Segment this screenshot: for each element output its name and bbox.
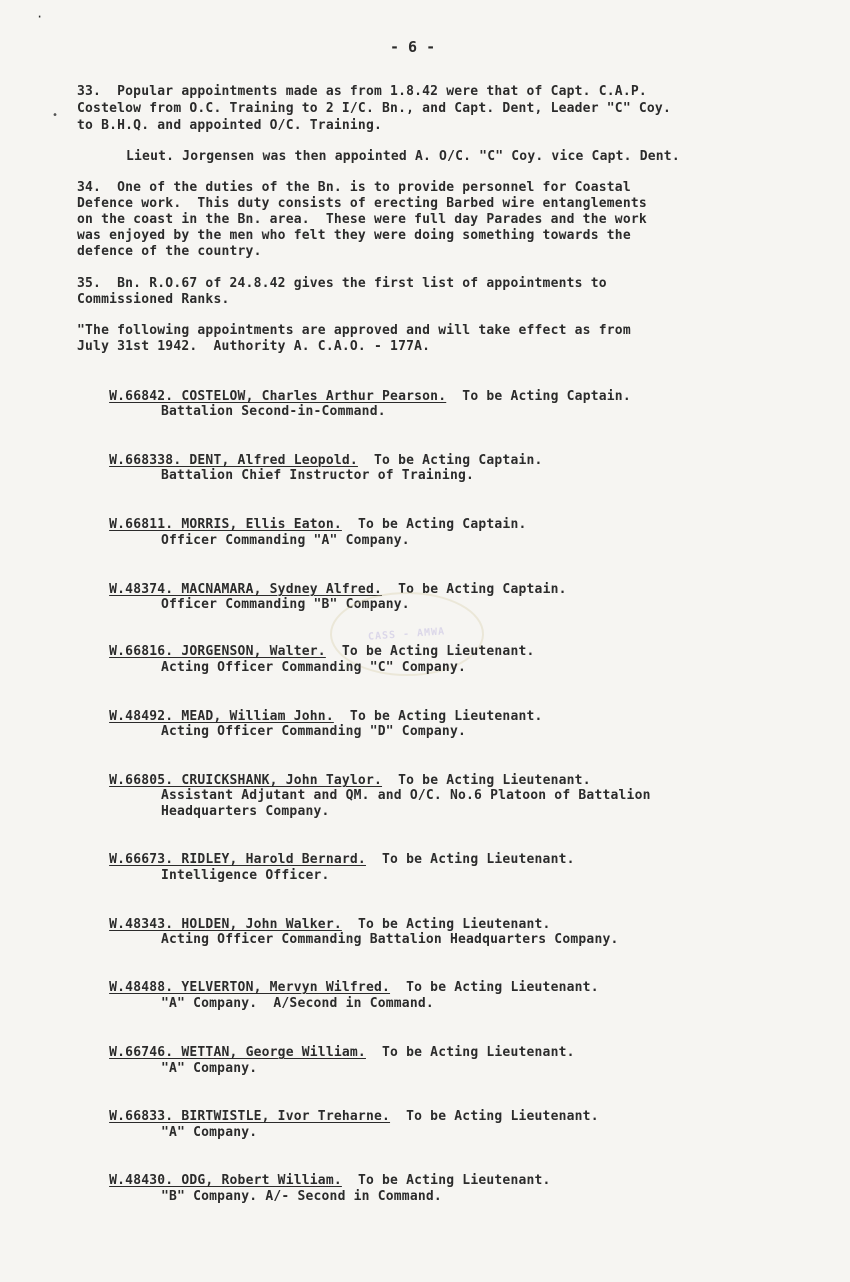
- officer-rank: To be Acting Lieutenant.: [325, 644, 535, 659]
- officer-rank: To be Acting Captain.: [341, 517, 527, 532]
- para-34-line-1: 34. One of the duties of the Bn. is to provide personnel for Coastal: [77, 180, 631, 195]
- officer-name: W.668338. DENT, Alfred Leopold.: [109, 453, 358, 468]
- officer-role: "A" Company.: [161, 1125, 258, 1140]
- officer-name: W.48488. YELVERTON, Mervyn Wilfred.: [109, 980, 391, 995]
- quote-line-1: "The following appointments are approved and will take effect as from: [77, 323, 631, 338]
- margin-dot: •: [52, 110, 59, 121]
- para-33b: Lieut. Jorgensen was then appointed A. O/C. "C" Coy. vice Capt. Dent.: [126, 149, 680, 164]
- officer-role: Intelligence Officer.: [161, 868, 330, 883]
- officer-rank: To be Acting Lieutenant.: [390, 1109, 599, 1124]
- officer-role: "A" Company.: [161, 1061, 258, 1076]
- appointment-heading: [77, 1029, 575, 1077]
- officer-role: Officer Commanding "B" Company.: [161, 597, 410, 612]
- officer-role: Officer Commanding "A" Company.: [161, 533, 410, 548]
- stamp-text: CASS - AMWA: [368, 625, 446, 643]
- officer-rank: To be Acting Lieutenant.: [382, 773, 591, 788]
- officer-name: W.66816. JORGENSON, Walter.: [109, 644, 326, 659]
- para-33-line-3: to B.H.Q. and appointed O/C. Training.: [77, 118, 383, 133]
- officer-role: Assistant Adjutant and QM. and O/C. No.6 Platoon of Battalion: [161, 788, 651, 803]
- officer-name: W.48374. MACNAMARA, Sydney Alfred.: [109, 582, 383, 597]
- officer-rank: To be Acting Lieutenant.: [333, 709, 543, 724]
- quote-line-2: July 31st 1942. Authority A. C.A.O. - 177A.: [77, 339, 431, 354]
- officer-role: Acting Officer Commanding "D" Company.: [161, 724, 467, 739]
- para-34-line-4: was enjoyed by the men who felt they were doing something towards the: [77, 228, 631, 243]
- officer-role: Headquarters Company.: [161, 804, 330, 819]
- para-34-line-5: defence of the country.: [77, 244, 262, 259]
- officer-role: Acting Officer Commanding "C" Company.: [161, 660, 467, 675]
- officer-rank: To be Acting Lieutenant.: [341, 1173, 551, 1188]
- page-number: - 6 -: [390, 38, 436, 56]
- para-34-line-3: on the coast in the Bn. area. These were full day Parades and the work: [77, 212, 647, 227]
- officer-name: W.66842. COSTELOW, Charles Arthur Pearson.: [109, 389, 447, 404]
- officer-role: Battalion Second-in-Command.: [161, 404, 386, 419]
- officer-role: Acting Officer Commanding Battalion Headquarters Company.: [161, 932, 619, 947]
- officer-name: W.48343. HOLDEN, John Walker.: [109, 917, 342, 932]
- appointment-heading: [77, 1093, 599, 1141]
- officer-name: W.48492. MEAD, William John.: [109, 709, 334, 724]
- para-33-line-2: Costelow from O.C. Training to 2 I/C. Bn., and Capt. Dent, Leader "C" Coy.: [77, 101, 671, 116]
- officer-name: W.66673. RIDLEY, Harold Bernard.: [109, 852, 366, 867]
- officer-role: Battalion Chief Instructor of Training.: [161, 468, 475, 483]
- officer-rank: To be Acting Captain.: [357, 453, 543, 468]
- officer-rank: To be Acting Captain.: [382, 582, 567, 597]
- officer-name: W.66746. WETTAN, George William.: [109, 1045, 366, 1060]
- officer-rank: To be Acting Lieutenant.: [365, 852, 575, 867]
- officer-rank: To be Acting Lieutenant.: [341, 917, 551, 932]
- para-34-line-2: Defence work. This duty consists of erecting Barbed wire entanglements: [77, 196, 647, 211]
- officer-role: "B" Company. A/- Second in Command.: [161, 1189, 442, 1204]
- para-35-line-1: 35. Bn. R.O.67 of 24.8.42 gives the first list of appointments to: [77, 276, 607, 291]
- officer-rank: To be Acting Lieutenant.: [390, 980, 599, 995]
- officer-rank: To be Acting Lieutenant.: [365, 1045, 575, 1060]
- officer-rank: To be Acting Captain.: [446, 389, 631, 404]
- margin-mark: ·: [36, 10, 44, 24]
- officer-name: W.48430. ODG, Robert William.: [109, 1173, 342, 1188]
- para-33-line-1: 33. Popular appointments made as from 1.8.42 were that of Capt. C.A.P.: [77, 84, 647, 99]
- officer-name: W.66805. CRUICKSHANK, John Taylor.: [109, 773, 383, 788]
- officer-name: W.66811. MORRIS, Ellis Eaton.: [109, 517, 342, 532]
- officer-role: "A" Company. A/Second in Command.: [161, 996, 434, 1011]
- para-35-line-2: Commissioned Ranks.: [77, 292, 230, 307]
- officer-name: W.66833. BIRTWISTLE, Ivor Treharne.: [109, 1109, 391, 1124]
